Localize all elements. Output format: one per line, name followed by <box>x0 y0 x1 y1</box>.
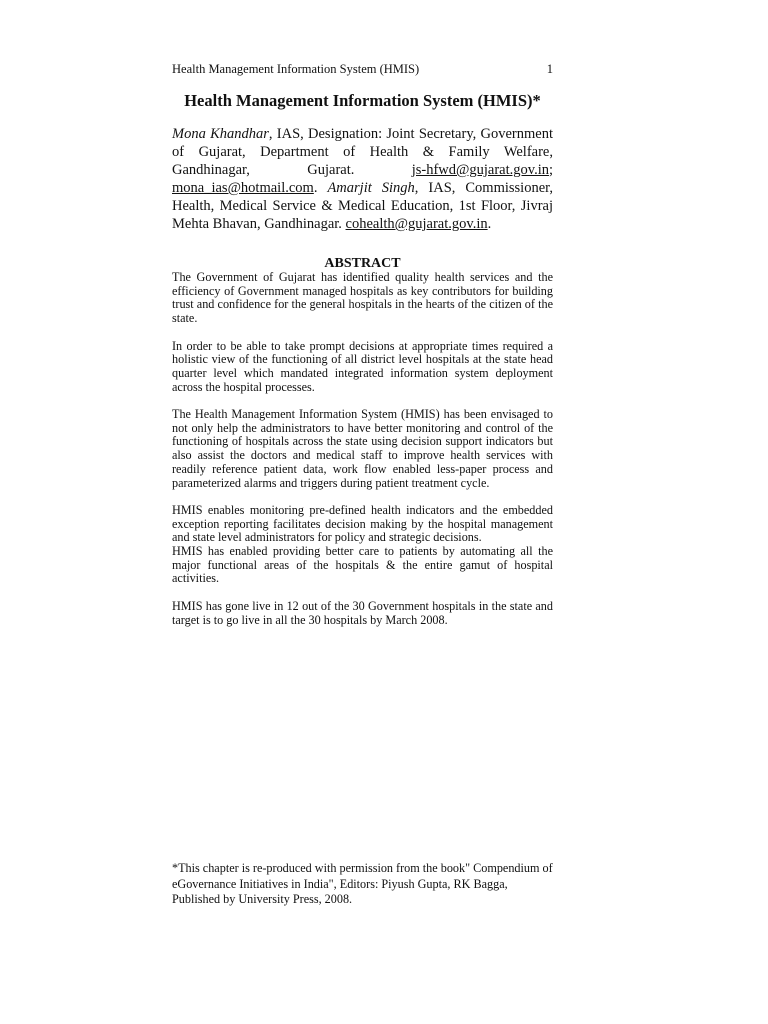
author-block <box>172 125 553 233</box>
running-title: Health Management Information System (HMIS) <box>172 62 420 76</box>
author1-email-link-2[interactable]: mona_ias@hotmail.com <box>172 180 314 196</box>
author1-details: , IAS, Designation: Joint Secretary, Government of Gujarat, Department of Health & Family Welfare, Gandhinagar, Gujarat. <box>172 126 553 178</box>
abstract-paragraph: In order to be able to take prompt decisions at appropriate times required a holistic view of the functioning of all district level hospitals at the state head quarter level which mandated integrated information system deployment across the hospital processes. <box>172 338 553 394</box>
footnote: *This chapter is re-produced with permission from the book" Compendium of eGovernance Initiatives in India", Editors: Piyush Gupta, RK Bagga, Published by University Press, 2008. <box>172 861 553 906</box>
author1-email-link-1[interactable]: js-hfwd@gujarat.gov.in <box>411 162 549 178</box>
author2-name: Amarjit Singh <box>327 180 415 196</box>
page-number: 1 <box>546 62 553 76</box>
email-terminator: . <box>313 180 328 196</box>
email-separator: ; <box>548 162 553 178</box>
abstract-paragraph: The Government of Gujarat has identified quality health services and the efficiency of Government managed hospitals as key contributors for building trust and confidence for the general hospitals in the hearts of the citizen of the state. <box>172 270 553 326</box>
author1-name: Mona Khandhar <box>172 126 269 142</box>
paper-title: Health Management Information System (HMIS)* <box>184 91 541 110</box>
author-block-end: . <box>487 216 492 232</box>
abstract-heading: ABSTRACT <box>324 256 401 271</box>
author2-details: , IAS, Commissioner, Health, Medical Service & Medical Education, 1st Floor, Jivraj Mehta Bhavan, Gandhinagar. <box>172 180 554 232</box>
abstract-paragraph: HMIS has gone live in 12 out of the 30 Government hospitals in the state and target is to go live in all the 30 hospitals by March 2008. <box>172 598 553 627</box>
abstract-paragraph: HMIS has enabled providing better care to patients by automating all the major functional areas of the hospitals & the entire gamut of hospital activities. <box>172 544 553 586</box>
abstract-paragraph: HMIS enables monitoring pre-defined health indicators and the embedded exception reporting facilitates decision making by the hospital management and state level administrators for policy and strategic decisions. <box>172 502 553 545</box>
abstract-paragraph: The Health Management Information System (HMIS) has been envisaged to not only help the administrators to have better monitoring and control of the functioning of hospitals across the state using decision support indicators but also assist the doctors and medical staff to improve health services with readily reference patient data, work flow enabled less-paper process and parameterized alarms and triggers during patient treatment cycle. <box>172 407 553 490</box>
running-header <box>172 62 553 77</box>
abstract-body <box>172 271 553 641</box>
author2-email-link[interactable]: cohealth@gujarat.gov.in <box>345 216 488 232</box>
